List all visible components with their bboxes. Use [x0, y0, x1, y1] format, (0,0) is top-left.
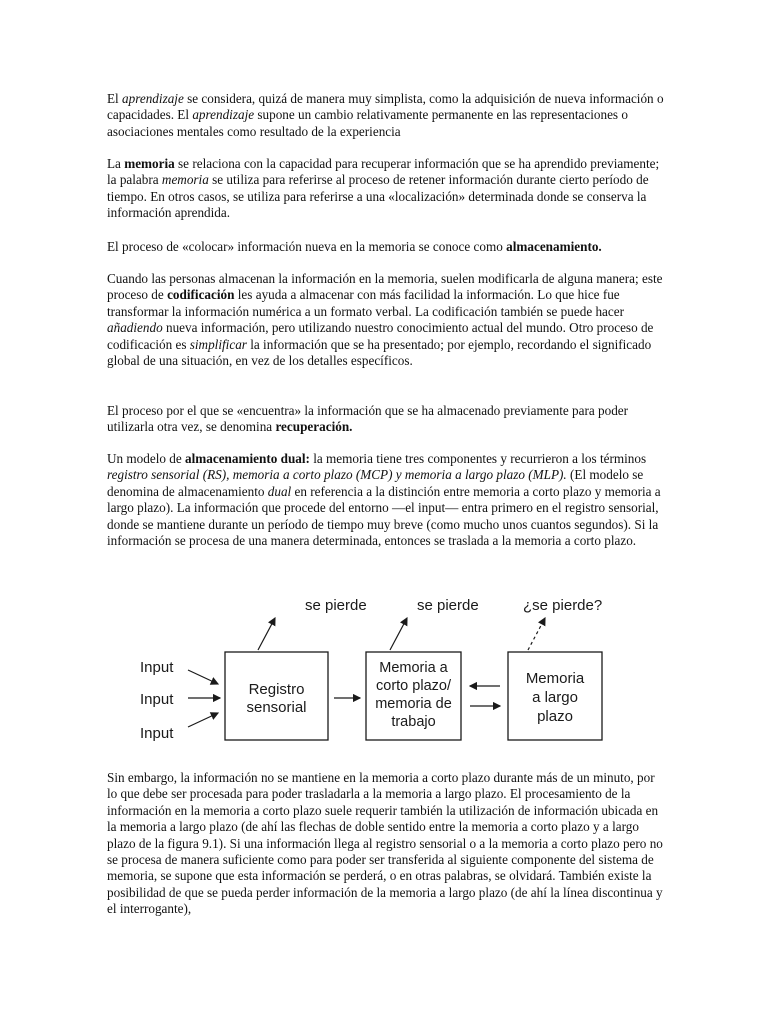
input-label-1: Input	[140, 659, 174, 676]
box1-line2: sensorial	[246, 699, 307, 716]
memory-model-diagram	[128, 588, 628, 748]
paragraph-modelo-dual: Un modelo de almacenamiento dual: la memoria tiene tres componentes y recurrieron a los términos registro sensorial (RS), memoria a corto plazo (MCP) y memoria a largo plazo (MLP). (El modelo se denomina de almacenamiento dual en referencia a la distinción entre memoria a corto plazo y memoria a largo plazo). La información que procede del entorno —el input— entra primero en el registro sensorial, donde se mantiene durante un período de tiempo muy breve (como mucho unos cuantos segundos). Si la información se procesa de una manera determinada, entonces se traslada a la memoria a corto plazo.	[107, 451, 661, 549]
box2-line3: memoria de	[375, 696, 452, 712]
lost-label-1: se pierde	[305, 597, 367, 614]
box3-line3: plazo	[537, 708, 573, 725]
paragraph-codificacion: Cuando las personas almacenan la información en la memoria, suelen modificarla de alguna manera; este proceso de codificación les ayuda a almacenar con más facilidad la información. Lo que hice fue transformar la información numérica a un formato verbal. La codificación también se puede hacer añadiendo nueva información, pero utilizando nuestro conocimiento actual del mundo. Otro proceso de codificación es simplificar la información que se ha presentado; por ejemplo, recordando el significado global de una situación, en vez de los detalles específicos.	[107, 271, 663, 369]
input-arrow-1	[188, 670, 218, 684]
paragraph-recuperacion: El proceso por el que se «encuentra» la información que se ha almacenado previamente para poder utilizarla otra vez, se denomina recuperación.	[107, 403, 629, 435]
box2-line2: corto plazo/	[376, 678, 451, 694]
paragraph-olvido: Sin embargo, la información no se mantiene en la memoria a corto plazo durante más de un minuto, por lo que debe ser procesada para poder trasladarla a la memoria a largo plazo. El procesamiento de la información en la memoria a corto plazo suele requerir también la utilización de información ubicada en la memoria a largo plazo (de ahí las flechas de doble sentido entre la memoria a corto plazo y a largo plazo de la figura 9.1). Si una información llega al registro sensorial o a la memoria a corto plazo pero no se procesa de manera suficiente como para poder ser transferida al siguiente componente del sistema de memoria, se supone que esta información se perderá, o en otras palabras, se olvidará. También existe la posibilidad de que se pueda perder información de la memoria a largo plazo (de ahí la línea discontinua y el interrogante),	[107, 770, 663, 917]
paragraph-memoria: La memoria se relaciona con la capacidad para recuperar información que se ha aprendido previamente; la palabra memoria se utiliza para referirse al proceso de retener información durante cierto período de tiempo. En otros casos, se utiliza para referirse a una «localización» determinada donde se conserva la información aprendida.	[107, 156, 660, 221]
paragraph-almacenamiento: El proceso de «colocar» información nueva en la memoria se conoce como almacenamiento.	[107, 239, 602, 254]
lost-arrow-3-dashed	[528, 618, 545, 650]
box3-line2: a largo	[532, 689, 578, 706]
lost-arrow-2	[390, 618, 407, 650]
box2-line1: Memoria a	[379, 660, 448, 676]
box2-line4: trabajo	[391, 714, 436, 730]
box3-line1: Memoria	[525, 670, 585, 687]
input-label-3: Input	[140, 725, 174, 742]
lost-label-3: ¿se pierde?	[523, 597, 603, 614]
input-arrow-3	[188, 713, 218, 727]
lost-arrow-1	[258, 618, 275, 650]
lost-label-2: se pierde	[417, 597, 479, 614]
input-label-2: Input	[140, 691, 174, 708]
box1-line1: Registro	[248, 681, 305, 698]
paragraph-aprendizaje: El aprendizaje se considera, quizá de manera muy simplista, como la adquisición de nueva información o capacidades. El aprendizaje supone un cambio relativamente permanente en las representaciones o asociaciones mentales como resultado de la experiencia	[107, 91, 664, 139]
